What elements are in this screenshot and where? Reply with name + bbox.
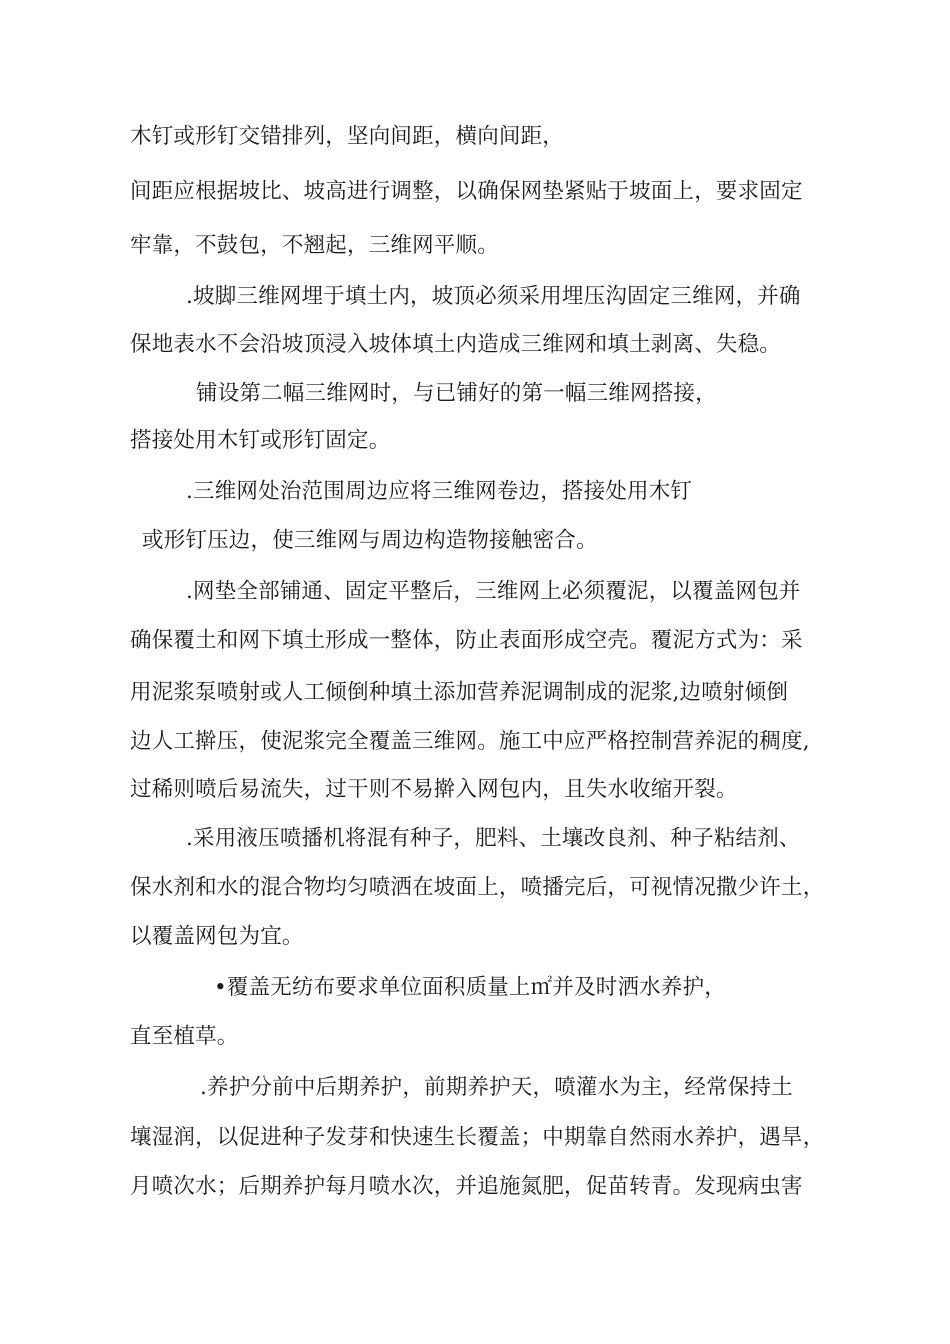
text-line: 以覆盖网包为宜。	[130, 924, 304, 949]
text-line: .采用液压喷播机将混有种子，肥料、土壤改良剂、种子粘结剂、	[186, 826, 801, 851]
text-line: .养护分前中后期养护，前期养护天，喷灌水为主，经常保持土	[200, 1075, 793, 1100]
text-line: .网垫全部铺通、固定平整后，三维网上必须覆泥，以覆盖网包并	[186, 579, 801, 604]
text-line: .坡脚三维网埋于填土内，坡顶必须采用埋压沟固定三维网，并确	[186, 284, 801, 309]
text-line: 过稀则喷后易流失，过干则不易擀入网包内，且失水收缩开裂。	[130, 777, 738, 802]
text-line: 用泥浆泵喷射或人工倾倒种填土添加营养泥调制成的泥浆,边喷射倾倒	[130, 680, 789, 705]
text-line: 确保覆土和网下填土形成一整体，防止表面形成空壳。覆泥方式为：采	[130, 628, 803, 653]
text-line: 壤湿润，以促进种子发芽和快速生长覆盖；中期靠自然雨水养护，遇旱，	[130, 1125, 825, 1150]
text-line: .三维网处治范围周边应将三维网卷边，搭接处用木钉	[186, 479, 693, 504]
text-line: 保水剂和水的混合物均匀喷洒在坡面上，喷播完后，可视情况撒少许土，	[130, 875, 825, 900]
text-line: 间距应根据坡比、坡高进行调整，以确保网垫紧贴于坡面上，要求固定	[130, 179, 803, 204]
text-line: 边人工擀压，使泥浆完全覆盖三维网。施工中应严格控制营养泥的稠度,	[130, 729, 810, 754]
text-line: •覆盖无纺布要求单位面积质量上㎡并及时洒水养护，	[214, 975, 726, 1000]
text-line: 保地表水不会沿坡顶浸入坡体填土内造成三维网和填土剥离、失稳。	[130, 332, 782, 357]
text-line: 直至植草。	[130, 1024, 239, 1049]
text-line: 木钉或形钉交错排列，坚向间距，横向间距，	[130, 124, 565, 149]
text-line: 牢靠，不鼓包，不翘起，三维网平顺。	[130, 233, 499, 258]
text-line: 或形钉压边，使三维网与周边构造物接触密合。	[142, 528, 598, 553]
text-line: 铺设第二幅三维网时，与已铺好的第一幅三维网搭接，	[196, 381, 717, 406]
text-line: 月喷次水；后期养护每月喷水次，并追施氮肥，促苗转青。发现病虫害	[130, 1174, 803, 1199]
text-line: 搭接处用木钉或形钉固定。	[130, 428, 391, 453]
